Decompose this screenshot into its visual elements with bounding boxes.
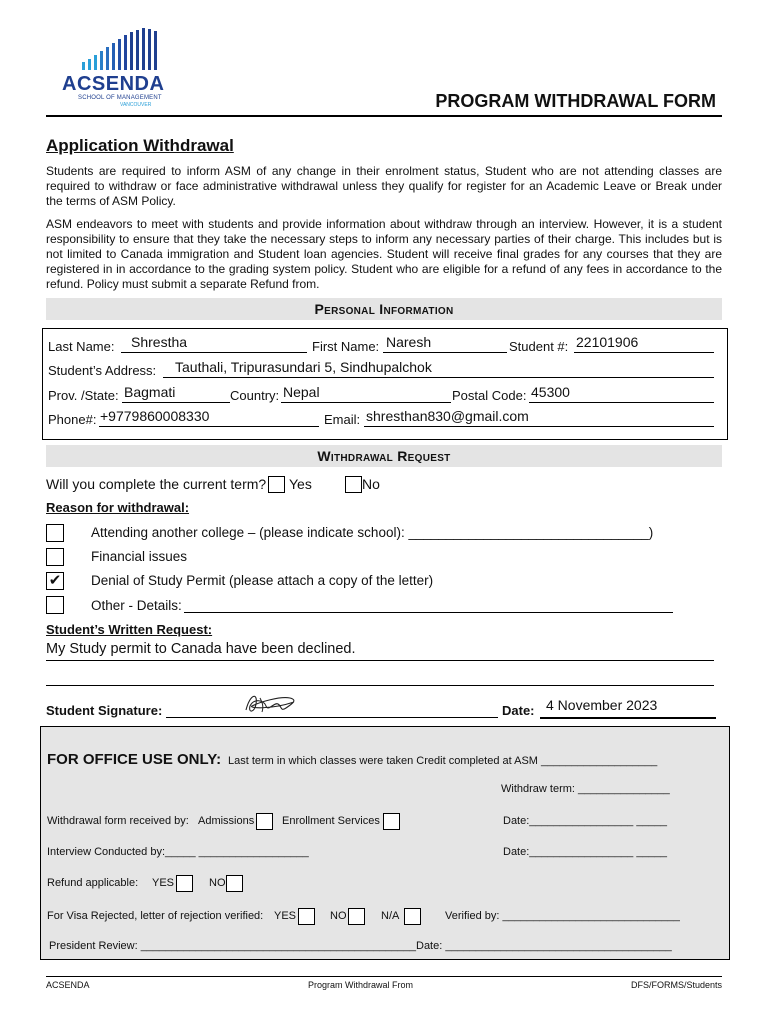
postal-line xyxy=(529,402,714,403)
last-name-label: Last Name: xyxy=(48,339,115,354)
signature-line xyxy=(166,717,498,718)
office-president-review: President Review: _____________________________________________ xyxy=(49,940,417,952)
first-name-line xyxy=(383,352,507,353)
prov-value[interactable]: Bagmati xyxy=(124,384,176,400)
reason-financial-label: Financial issues xyxy=(91,549,188,564)
logo-name: ACSENDA xyxy=(62,73,165,95)
office-title: FOR OFFICE USE ONLY: xyxy=(47,751,222,768)
office-admissions-label: Admissions xyxy=(198,815,255,827)
reason-other-label: Other - Details: xyxy=(91,598,182,613)
office-enrollment-label: Enrollment Services xyxy=(282,815,380,827)
reason-checkbox-financial[interactable] xyxy=(46,548,64,566)
date-value[interactable]: 4 November 2023 xyxy=(546,697,658,713)
office-visa-na-label: N/A xyxy=(381,910,400,922)
country-label: Country: xyxy=(230,388,280,403)
office-visa-no-label: NO xyxy=(330,910,347,922)
office-visa-label: For Visa Rejected, letter of rejection verified: xyxy=(47,910,264,922)
footer-center: Program Withdrawal From xyxy=(308,980,414,990)
office-refund-yes-label: YES xyxy=(152,877,175,889)
phone-line xyxy=(99,426,319,427)
office-admissions-checkbox[interactable] xyxy=(256,813,273,830)
date-label: Date: xyxy=(502,703,535,718)
first-name-label: First Name: xyxy=(312,339,380,354)
office-date-2: Date:_________________ _____ xyxy=(503,846,667,858)
reason-heading: Reason for withdrawal: xyxy=(46,500,190,515)
email-value[interactable]: shresthan830@gmail.com xyxy=(366,408,529,424)
office-refund-yes-checkbox[interactable] xyxy=(176,875,193,892)
email-label: Email: xyxy=(324,412,361,427)
footer-rule xyxy=(46,976,722,977)
withdrawal-request-heading: Withdrawal Request xyxy=(46,445,722,467)
office-withdraw-term: Withdraw term: _______________ xyxy=(501,783,670,795)
logo-subtitle: SCHOOL OF MANAGEMENT xyxy=(78,95,162,101)
prov-line xyxy=(122,402,230,403)
complete-term-yes-checkbox[interactable] xyxy=(268,476,285,493)
complete-term-question: Will you complete the current term? xyxy=(46,476,267,492)
office-verified-by: Verified by: _____________________________ xyxy=(445,910,680,922)
postal-value[interactable]: 45300 xyxy=(531,384,570,400)
prov-label: Prov. /State: xyxy=(48,388,119,403)
personal-info-heading: Personal Information xyxy=(46,298,722,320)
reason-checkbox-study-permit[interactable] xyxy=(46,572,64,590)
check-mark-icon: ✔ xyxy=(48,572,62,589)
section-heading: Application Withdrawal xyxy=(46,136,234,155)
phone-value[interactable]: +9779860008330 xyxy=(100,408,210,424)
reason-study-permit-label: Denial of Study Permit (please attach a copy of the letter) xyxy=(91,573,434,588)
paragraph-1: Students are required to inform ASM of any change in their enrolment status, Student who are not attending classes are required to withdraw or face administrative withdrawal unless they qualify for register for an Academic Leave or Break under the terms of ASM Policy. xyxy=(46,164,722,208)
date-line xyxy=(540,717,716,719)
office-interview-label: Interview Conducted by:_____ __________________ xyxy=(47,846,309,858)
email-line xyxy=(364,426,714,427)
office-refund-label: Refund applicable: xyxy=(47,877,139,889)
office-received-by-label: Withdrawal form received by: xyxy=(47,815,189,827)
complete-term-no-label: No xyxy=(362,476,380,492)
address-line xyxy=(163,377,714,378)
office-visa-no-checkbox[interactable] xyxy=(348,908,365,925)
office-refund-no-checkbox[interactable] xyxy=(226,875,243,892)
written-request-heading: Student’s Written Request: xyxy=(46,622,213,637)
signature-label: Student Signature: xyxy=(46,703,163,718)
student-no-line xyxy=(574,352,714,353)
paragraph-2: ASM endeavors to meet with students and provide information about withdraw through an interview. However, it is a student responsibility to ensure that they take the necessary steps to inform any necessary parties of their charge. This includes but is not limited to Canada immigration and Student loan agencies. Student will receive final grades for any courses that they are registered in in accordance to the grading system policy. Student who are eligible for a refund of any fees in accordance to the refund. Policy must submit a separate Refund from. xyxy=(46,217,722,291)
country-value[interactable]: Nepal xyxy=(283,384,320,400)
office-date-1: Date:_________________ _____ xyxy=(503,815,667,827)
other-details-line xyxy=(184,612,673,613)
written-request-line-2 xyxy=(46,685,714,686)
logo-city: VANCOUVER xyxy=(120,102,152,108)
student-no-value[interactable]: 22101906 xyxy=(576,334,639,350)
office-refund-no-label: NO xyxy=(209,877,226,889)
office-visa-yes-label: YES xyxy=(274,910,297,922)
last-name-value[interactable]: Shrestha xyxy=(131,334,188,350)
address-value[interactable]: Tauthali, Tripurasundari 5, Sindhupalchok xyxy=(175,359,432,375)
first-name-value[interactable]: Naresh xyxy=(386,334,432,350)
office-visa-yes-checkbox[interactable] xyxy=(298,908,315,925)
student-no-label: Student #: xyxy=(509,339,569,354)
reason-checkbox-other[interactable] xyxy=(46,596,64,614)
complete-term-yes-label: Yes xyxy=(289,476,312,492)
office-visa-na-checkbox[interactable] xyxy=(404,908,421,925)
form-title: PROGRAM WITHDRAWAL FORM xyxy=(435,91,716,111)
written-request-text[interactable]: My Study permit to Canada have been declined. xyxy=(46,641,356,657)
country-line xyxy=(281,402,451,403)
last-name-line xyxy=(121,352,307,353)
office-last-term: Last term in which classes were taken Credit completed at ASM ___________________ xyxy=(228,755,658,767)
footer-right: DFS/FORMS/Students xyxy=(630,980,722,990)
reason-checkbox-college[interactable] xyxy=(46,524,64,542)
complete-term-no-checkbox[interactable] xyxy=(345,476,362,493)
address-label: Student’s Address: xyxy=(48,363,157,378)
logo-bars-icon xyxy=(82,28,162,70)
student-signature-image xyxy=(240,688,302,718)
office-date-3: Date: _____________________________________ xyxy=(416,940,672,952)
phone-label: Phone#: xyxy=(48,412,97,427)
footer-left: ACSENDA xyxy=(46,980,90,990)
title-rule xyxy=(46,115,722,117)
reason-college-label: Attending another college – (please indicate school): ________________________________) xyxy=(91,525,654,540)
office-enrollment-checkbox[interactable] xyxy=(383,813,400,830)
written-request-line-1 xyxy=(46,660,714,661)
postal-label: Postal Code: xyxy=(452,388,527,403)
